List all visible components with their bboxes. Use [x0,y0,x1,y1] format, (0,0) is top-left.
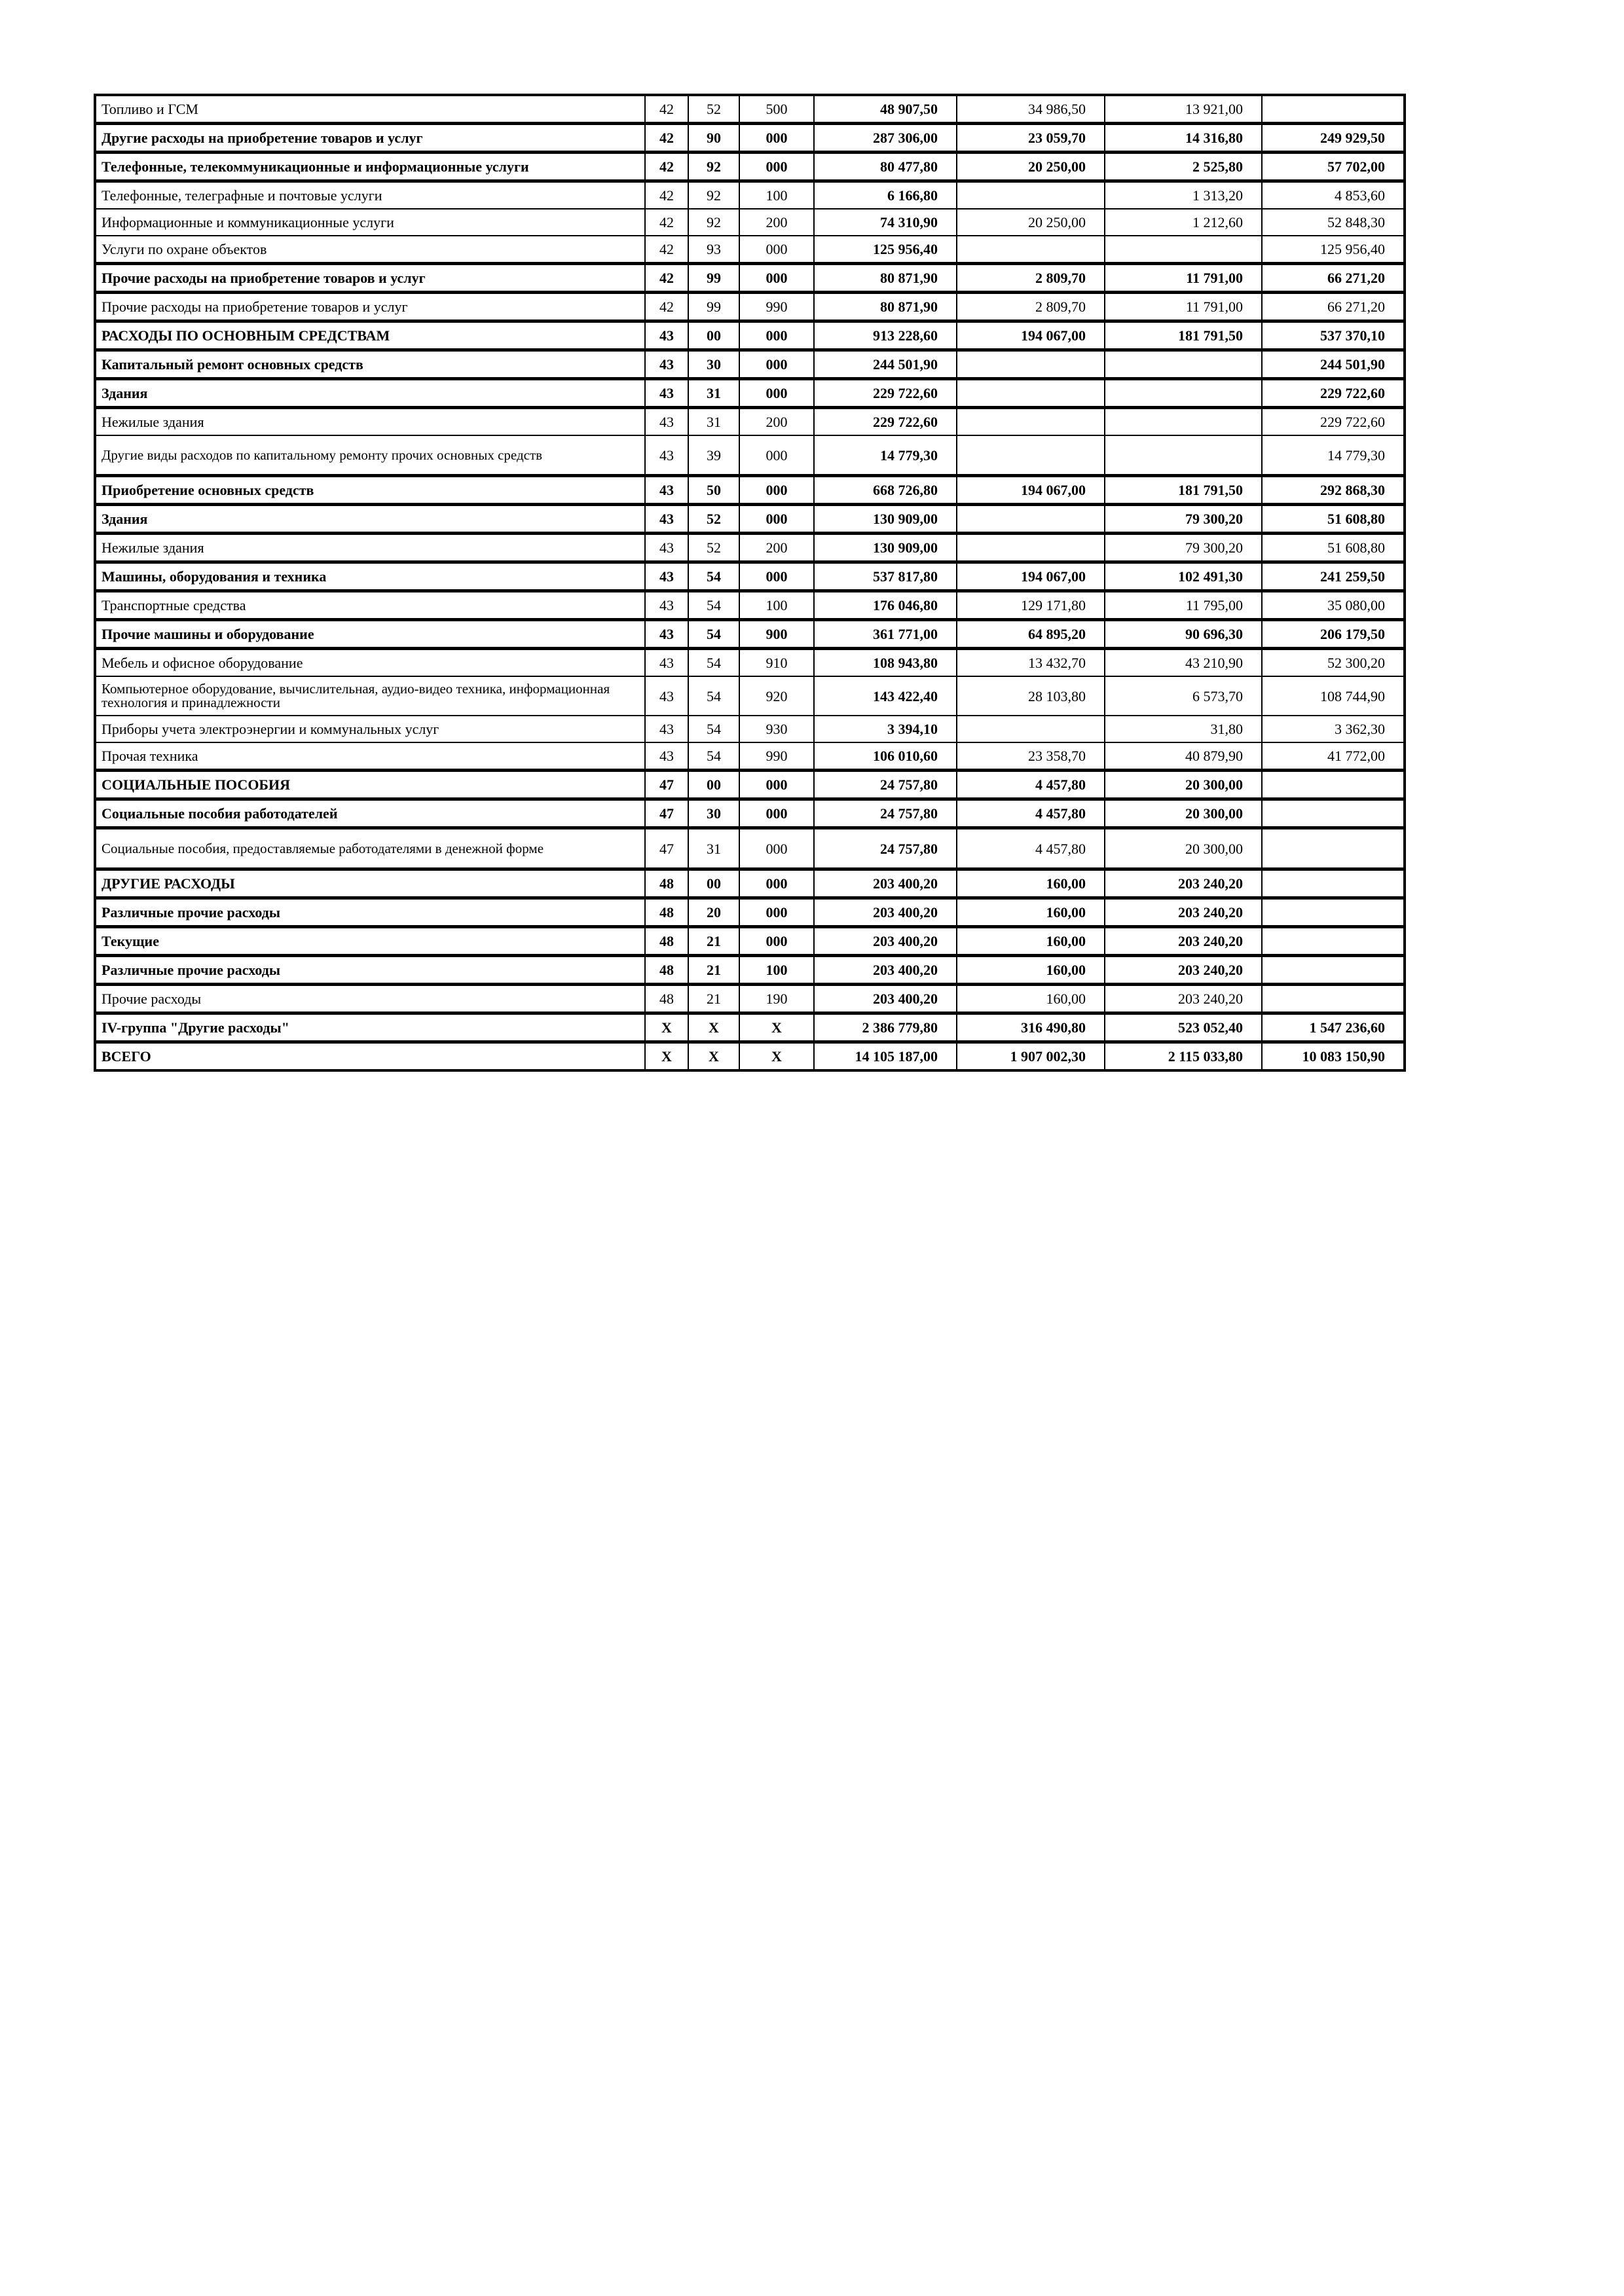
total-amount-cell: 48 907,50 [814,95,957,124]
item-name-cell: Социальные пособия работодателей [95,799,645,828]
amount-col-3-cell: 35 080,00 [1262,591,1405,620]
amount-col-3-cell: 292 868,30 [1262,476,1405,505]
code-item-cell: 000 [739,350,814,379]
amount-col-1-cell: 2 809,70 [957,264,1105,293]
code-subgroup-cell: 54 [688,676,739,716]
item-name-cell: Нежилые здания [95,408,645,436]
code-group-cell: 43 [645,476,688,505]
amount-col-1-cell [957,716,1105,742]
code-subgroup-cell: 92 [688,181,739,210]
code-subgroup-cell: 21 [688,956,739,985]
item-name-cell: Здания [95,505,645,534]
amount-col-2-cell [1105,435,1262,476]
total-amount-cell: 14 779,30 [814,435,957,476]
code-item-cell: 000 [739,264,814,293]
code-group-cell: 48 [645,956,688,985]
total-amount-cell: 244 501,90 [814,350,957,379]
amount-col-2-cell: 40 879,90 [1105,742,1262,771]
code-group-cell: 48 [645,869,688,898]
code-subgroup-cell: 99 [688,264,739,293]
amount-col-2-cell: 1 313,20 [1105,181,1262,210]
amount-col-3-cell: 125 956,40 [1262,236,1405,264]
amount-col-1-cell: 64 895,20 [957,620,1105,649]
amount-col-1-cell: 20 250,00 [957,209,1105,236]
amount-col-1-cell: 23 358,70 [957,742,1105,771]
code-item-cell: 000 [739,869,814,898]
amount-col-1-cell: 160,00 [957,985,1105,1013]
code-item-cell: 200 [739,408,814,436]
amount-col-2-cell: 14 316,80 [1105,124,1262,153]
code-group-cell: 43 [645,591,688,620]
code-group-cell: X [645,1013,688,1042]
amount-col-2-cell: 11 791,00 [1105,293,1262,321]
code-item-cell: 100 [739,956,814,985]
code-subgroup-cell: 93 [688,236,739,264]
total-amount-cell: 229 722,60 [814,408,957,436]
code-item-cell: 000 [739,828,814,869]
amount-col-1-cell: 34 986,50 [957,95,1105,124]
code-subgroup-cell: X [688,1013,739,1042]
amount-col-2-cell: 6 573,70 [1105,676,1262,716]
code-group-cell: 43 [645,435,688,476]
total-amount-cell: 537 817,80 [814,562,957,591]
total-amount-cell: 203 400,20 [814,927,957,956]
code-subgroup-cell: 00 [688,869,739,898]
item-name-cell: Компьютерное оборудование, вычислительная, аудио-видео техника, информационная технология и принадлежности [95,676,645,716]
total-amount-cell: 361 771,00 [814,620,957,649]
code-group-cell: 43 [645,562,688,591]
amount-col-3-cell: 3 362,30 [1262,716,1405,742]
total-amount-cell: 6 166,80 [814,181,957,210]
amount-col-2-cell: 203 240,20 [1105,927,1262,956]
amount-col-1-cell: 4 457,80 [957,771,1105,799]
amount-col-3-cell: 229 722,60 [1262,379,1405,408]
amount-col-2-cell: 1 212,60 [1105,209,1262,236]
total-amount-cell: 203 400,20 [814,985,957,1013]
code-subgroup-cell: 52 [688,505,739,534]
code-subgroup-cell: 54 [688,620,739,649]
table-row [95,379,1405,408]
code-group-cell: 43 [645,742,688,771]
table-row [95,95,1405,124]
code-item-cell: 000 [739,124,814,153]
amount-col-3-cell: 1 547 236,60 [1262,1013,1405,1042]
amount-col-3-cell [1262,799,1405,828]
amount-col-2-cell: 13 921,00 [1105,95,1262,124]
table-row [95,898,1405,927]
amount-col-1-cell [957,505,1105,534]
code-group-cell: 42 [645,181,688,210]
amount-col-3-cell [1262,985,1405,1013]
table-row [95,236,1405,264]
amount-col-2-cell: 2 525,80 [1105,153,1262,181]
item-name-cell: Прочая техника [95,742,645,771]
amount-col-2-cell [1105,408,1262,436]
table-row [95,562,1405,591]
total-amount-cell: 668 726,80 [814,476,957,505]
code-group-cell: 43 [645,649,688,677]
amount-col-1-cell [957,181,1105,210]
amount-col-3-cell: 108 744,90 [1262,676,1405,716]
table-row [95,1013,1405,1042]
budget-table [94,94,1406,1072]
amount-col-2-cell: 203 240,20 [1105,869,1262,898]
amount-col-3-cell: 57 702,00 [1262,153,1405,181]
amount-col-1-cell: 20 250,00 [957,153,1105,181]
item-name-cell: Социальные пособия, предоставляемые работодателями в денежной форме [95,828,645,869]
code-item-cell: 910 [739,649,814,677]
amount-col-3-cell [1262,869,1405,898]
amount-col-2-cell: 11 791,00 [1105,264,1262,293]
table-row [95,985,1405,1013]
code-group-cell: 42 [645,153,688,181]
table-row [95,742,1405,771]
code-item-cell: 000 [739,771,814,799]
amount-col-2-cell: 79 300,20 [1105,534,1262,562]
code-item-cell: 000 [739,379,814,408]
amount-col-1-cell: 194 067,00 [957,476,1105,505]
amount-col-1-cell: 2 809,70 [957,293,1105,321]
amount-col-2-cell: 102 491,30 [1105,562,1262,591]
total-amount-cell: 229 722,60 [814,379,957,408]
table-row [95,505,1405,534]
amount-col-1-cell: 129 171,80 [957,591,1105,620]
item-name-cell: Нежилые здания [95,534,645,562]
amount-col-2-cell: 20 300,00 [1105,771,1262,799]
total-amount-cell: 74 310,90 [814,209,957,236]
amount-col-3-cell [1262,927,1405,956]
table-row [95,927,1405,956]
item-name-cell: Другие виды расходов по капитальному ремонту прочих основных средств [95,435,645,476]
code-subgroup-cell: 30 [688,799,739,828]
amount-col-3-cell: 4 853,60 [1262,181,1405,210]
item-name-cell: Прочие расходы на приобретение товаров и услуг [95,293,645,321]
amount-col-1-cell: 160,00 [957,869,1105,898]
amount-col-1-cell: 194 067,00 [957,321,1105,350]
amount-col-3-cell: 41 772,00 [1262,742,1405,771]
code-item-cell: 930 [739,716,814,742]
code-subgroup-cell: 00 [688,321,739,350]
code-group-cell: 42 [645,209,688,236]
item-name-cell: Здания [95,379,645,408]
total-amount-cell: 125 956,40 [814,236,957,264]
item-name-cell: Капитальный ремонт основных средств [95,350,645,379]
code-group-cell: X [645,1042,688,1071]
code-subgroup-cell: 99 [688,293,739,321]
amount-col-1-cell: 160,00 [957,898,1105,927]
total-amount-cell: 130 909,00 [814,534,957,562]
code-subgroup-cell: 21 [688,927,739,956]
code-item-cell: 100 [739,181,814,210]
item-name-cell: Различные прочие расходы [95,956,645,985]
amount-col-3-cell: 249 929,50 [1262,124,1405,153]
table-row [95,408,1405,436]
amount-col-3-cell [1262,95,1405,124]
amount-col-3-cell: 51 608,80 [1262,505,1405,534]
amount-col-1-cell: 23 059,70 [957,124,1105,153]
amount-col-2-cell [1105,379,1262,408]
amount-col-3-cell: 241 259,50 [1262,562,1405,591]
code-item-cell: 000 [739,476,814,505]
item-name-cell: Телефонные, телекоммуникационные и информационные услуги [95,153,645,181]
code-subgroup-cell: 39 [688,435,739,476]
table-row [95,828,1405,869]
total-amount-cell: 24 757,80 [814,799,957,828]
total-amount-cell: 108 943,80 [814,649,957,677]
amount-col-1-cell: 160,00 [957,956,1105,985]
table-row [95,153,1405,181]
amount-col-2-cell: 203 240,20 [1105,898,1262,927]
code-group-cell: 43 [645,534,688,562]
amount-col-1-cell: 28 103,80 [957,676,1105,716]
table-row [95,264,1405,293]
code-subgroup-cell: 54 [688,649,739,677]
code-item-cell: 000 [739,505,814,534]
code-item-cell: 000 [739,927,814,956]
code-subgroup-cell: 50 [688,476,739,505]
amount-col-2-cell: 11 795,00 [1105,591,1262,620]
code-group-cell: 42 [645,95,688,124]
item-name-cell: ДРУГИЕ РАСХОДЫ [95,869,645,898]
code-item-cell: 190 [739,985,814,1013]
amount-col-2-cell: 20 300,00 [1105,828,1262,869]
code-group-cell: 48 [645,927,688,956]
table-row [95,124,1405,153]
table-row [95,1042,1405,1071]
table-row [95,534,1405,562]
amount-col-2-cell: 79 300,20 [1105,505,1262,534]
code-subgroup-cell: 54 [688,562,739,591]
table-row [95,350,1405,379]
code-item-cell: 000 [739,898,814,927]
item-name-cell: Прочие расходы [95,985,645,1013]
code-group-cell: 42 [645,236,688,264]
code-subgroup-cell: 30 [688,350,739,379]
amount-col-1-cell: 4 457,80 [957,799,1105,828]
total-amount-cell: 913 228,60 [814,321,957,350]
code-subgroup-cell: 52 [688,95,739,124]
code-group-cell: 47 [645,828,688,869]
amount-col-3-cell: 14 779,30 [1262,435,1405,476]
item-name-cell: Текущие [95,927,645,956]
code-item-cell: 000 [739,236,814,264]
code-subgroup-cell: 20 [688,898,739,927]
total-amount-cell: 80 871,90 [814,264,957,293]
amount-col-1-cell: 160,00 [957,927,1105,956]
table-row [95,293,1405,321]
amount-col-1-cell [957,236,1105,264]
code-group-cell: 47 [645,771,688,799]
total-amount-cell: 2 386 779,80 [814,1013,957,1042]
item-name-cell: Транспортные средства [95,591,645,620]
code-item-cell: 920 [739,676,814,716]
amount-col-2-cell: 203 240,20 [1105,985,1262,1013]
amount-col-1-cell [957,534,1105,562]
amount-col-1-cell [957,379,1105,408]
table-row [95,209,1405,236]
item-name-cell: СОЦИАЛЬНЫЕ ПОСОБИЯ [95,771,645,799]
code-group-cell: 43 [645,408,688,436]
table-row [95,869,1405,898]
table-row [95,181,1405,210]
table-row [95,799,1405,828]
code-subgroup-cell: X [688,1042,739,1071]
total-amount-cell: 24 757,80 [814,771,957,799]
code-group-cell: 43 [645,321,688,350]
table-row [95,649,1405,677]
code-item-cell: 000 [739,153,814,181]
table-row [95,676,1405,716]
code-group-cell: 43 [645,620,688,649]
total-amount-cell: 3 394,10 [814,716,957,742]
amount-col-3-cell [1262,828,1405,869]
amount-col-1-cell [957,435,1105,476]
amount-col-3-cell: 244 501,90 [1262,350,1405,379]
total-amount-cell: 130 909,00 [814,505,957,534]
item-name-cell: Другие расходы на приобретение товаров и услуг [95,124,645,153]
code-group-cell: 43 [645,716,688,742]
code-subgroup-cell: 21 [688,985,739,1013]
code-subgroup-cell: 31 [688,828,739,869]
item-name-cell: Прочие расходы на приобретение товаров и услуг [95,264,645,293]
table-row [95,435,1405,476]
amount-col-2-cell [1105,350,1262,379]
amount-col-2-cell [1105,236,1262,264]
item-name-cell: Различные прочие расходы [95,898,645,927]
amount-col-3-cell: 66 271,20 [1262,264,1405,293]
table-row [95,321,1405,350]
table-row [95,620,1405,649]
amount-col-3-cell: 10 083 150,90 [1262,1042,1405,1071]
total-amount-cell: 14 105 187,00 [814,1042,957,1071]
amount-col-1-cell [957,408,1105,436]
code-item-cell: 990 [739,742,814,771]
code-group-cell: 43 [645,676,688,716]
code-subgroup-cell: 31 [688,379,739,408]
code-group-cell: 43 [645,379,688,408]
table-row [95,771,1405,799]
total-amount-cell: 106 010,60 [814,742,957,771]
code-subgroup-cell: 52 [688,534,739,562]
total-amount-cell: 176 046,80 [814,591,957,620]
code-item-cell: 990 [739,293,814,321]
item-name-cell: IV-группа "Другие расходы" [95,1013,645,1042]
amount-col-2-cell: 203 240,20 [1105,956,1262,985]
code-subgroup-cell: 92 [688,209,739,236]
code-item-cell: 200 [739,209,814,236]
code-item-cell: X [739,1042,814,1071]
amount-col-2-cell: 181 791,50 [1105,321,1262,350]
code-item-cell: 500 [739,95,814,124]
code-group-cell: 42 [645,124,688,153]
total-amount-cell: 80 477,80 [814,153,957,181]
item-name-cell: Мебель и офисное оборудование [95,649,645,677]
amount-col-1-cell: 13 432,70 [957,649,1105,677]
amount-col-2-cell: 2 115 033,80 [1105,1042,1262,1071]
code-item-cell: 900 [739,620,814,649]
code-item-cell: 100 [739,591,814,620]
item-name-cell: ВСЕГО [95,1042,645,1071]
amount-col-3-cell [1262,771,1405,799]
amount-col-3-cell: 52 300,20 [1262,649,1405,677]
budget-table-body [95,95,1405,1070]
code-group-cell: 48 [645,898,688,927]
amount-col-1-cell: 1 907 002,30 [957,1042,1105,1071]
code-item-cell: 200 [739,534,814,562]
total-amount-cell: 143 422,40 [814,676,957,716]
table-row [95,476,1405,505]
amount-col-3-cell: 51 608,80 [1262,534,1405,562]
amount-col-3-cell: 66 271,20 [1262,293,1405,321]
amount-col-2-cell: 31,80 [1105,716,1262,742]
item-name-cell: Машины, оборудования и техника [95,562,645,591]
code-group-cell: 42 [645,293,688,321]
code-group-cell: 43 [645,350,688,379]
amount-col-1-cell: 4 457,80 [957,828,1105,869]
code-subgroup-cell: 92 [688,153,739,181]
code-subgroup-cell: 54 [688,742,739,771]
code-item-cell: X [739,1013,814,1042]
amount-col-3-cell [1262,956,1405,985]
code-subgroup-cell: 31 [688,408,739,436]
total-amount-cell: 24 757,80 [814,828,957,869]
item-name-cell: Прочие машины и оборудование [95,620,645,649]
item-name-cell: Топливо и ГСМ [95,95,645,124]
code-subgroup-cell: 54 [688,716,739,742]
amount-col-3-cell: 206 179,50 [1262,620,1405,649]
code-group-cell: 43 [645,505,688,534]
amount-col-1-cell [957,350,1105,379]
item-name-cell: РАСХОДЫ ПО ОСНОВНЫМ СРЕДСТВАМ [95,321,645,350]
item-name-cell: Услуги по охране объектов [95,236,645,264]
total-amount-cell: 287 306,00 [814,124,957,153]
code-item-cell: 000 [739,562,814,591]
amount-col-1-cell: 316 490,80 [957,1013,1105,1042]
table-row [95,716,1405,742]
code-item-cell: 000 [739,321,814,350]
amount-col-3-cell [1262,898,1405,927]
item-name-cell: Телефонные, телеграфные и почтовые услуги [95,181,645,210]
amount-col-2-cell: 43 210,90 [1105,649,1262,677]
amount-col-2-cell: 90 696,30 [1105,620,1262,649]
amount-col-3-cell: 52 848,30 [1262,209,1405,236]
amount-col-2-cell: 181 791,50 [1105,476,1262,505]
table-row [95,591,1405,620]
total-amount-cell: 80 871,90 [814,293,957,321]
total-amount-cell: 203 400,20 [814,869,957,898]
code-item-cell: 000 [739,435,814,476]
total-amount-cell: 203 400,20 [814,898,957,927]
code-group-cell: 42 [645,264,688,293]
amount-col-3-cell: 537 370,10 [1262,321,1405,350]
code-group-cell: 47 [645,799,688,828]
code-subgroup-cell: 54 [688,591,739,620]
code-group-cell: 48 [645,985,688,1013]
item-name-cell: Информационные и коммуникационные услуги [95,209,645,236]
amount-col-3-cell: 229 722,60 [1262,408,1405,436]
item-name-cell: Приобретение основных средств [95,476,645,505]
code-subgroup-cell: 90 [688,124,739,153]
code-subgroup-cell: 00 [688,771,739,799]
amount-col-2-cell: 523 052,40 [1105,1013,1262,1042]
code-item-cell: 000 [739,799,814,828]
amount-col-1-cell: 194 067,00 [957,562,1105,591]
amount-col-2-cell: 20 300,00 [1105,799,1262,828]
table-row [95,956,1405,985]
item-name-cell: Приборы учета электроэнергии и коммунальных услуг [95,716,645,742]
total-amount-cell: 203 400,20 [814,956,957,985]
